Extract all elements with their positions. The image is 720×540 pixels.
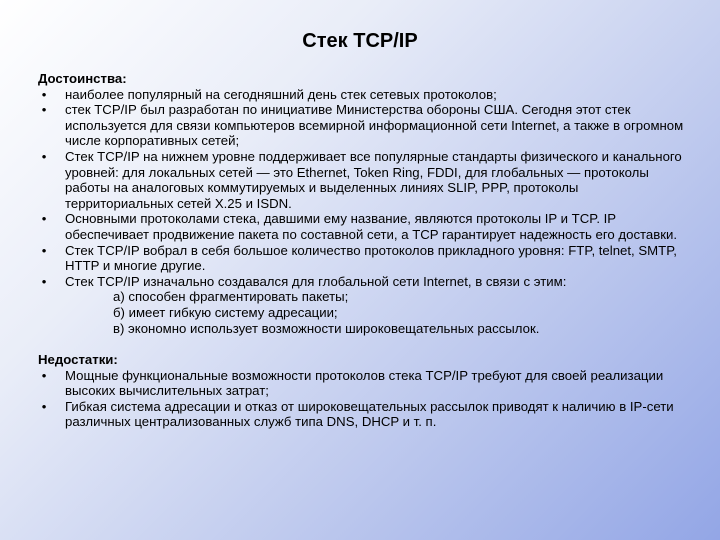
bullet-icon: • <box>41 367 47 383</box>
list-item-text: стек TCP/IP был разработан по инициативе Министерства обороны США. Сегодня этот стек используется для связи компьютеров всемирной информационной сети Internet, а также в огромном числе корпоративных сетей; <box>65 102 684 149</box>
list-item <box>38 368 688 399</box>
sub-item: в) экономно использует возможности широковещательных рассылок. <box>113 320 540 336</box>
bullet-icon: • <box>41 398 47 414</box>
list-item <box>38 149 688 211</box>
bullet-icon: • <box>41 211 47 227</box>
bullet-icon: • <box>41 86 47 102</box>
bullet-icon: • <box>41 102 47 118</box>
list-item-text: Стек TCP/IP на нижнем уровне поддерживает все популярные стандарты физического и канального уровней: для локальных сетей — это Ethernet, Token Ring, FDDI, для глобальных — протоколы работы на аналоговых коммутируемых и выделенных линиях SLIP, PPP, протоколы территориальных сетей X.25 и ISDN. <box>65 148 682 211</box>
list-item-text: Гибкая система адресации и отказ от широковещательных рассылок приводят к наличию в IP-сети различных централизованных служб типа DNS, DHCP и т. п. <box>65 398 674 430</box>
bullet-icon: • <box>41 273 47 289</box>
bullet-icon: • <box>41 148 47 164</box>
slide-title: Стек TCP/IP <box>302 30 418 52</box>
section-spacer <box>38 336 688 352</box>
disadvantages-heading: Недостатки: <box>38 352 118 368</box>
list-item <box>38 274 688 290</box>
disadvantages-list <box>38 368 688 430</box>
list-item <box>38 399 688 430</box>
list-item-text: Основными протоколами стека, давшими ему название, являются протоколы IP и TCP. IP обеспечивает продвижение пакета по составной сети, а TCP гарантирует надежность его доставки. <box>65 211 678 242</box>
list-item-text: наиболее популярный на сегодняшний день стек сетевых протоколов; <box>65 86 497 102</box>
list-item <box>38 102 688 149</box>
list-item-text: Мощные функциональные возможности протоколов стека TCP/IP требуют для своей реализации высоких вычислительных затрат; <box>65 367 664 399</box>
list-item-text: Стек TCP/IP изначально создавался для глобальной сети Internet, в связи с этим: <box>65 273 567 289</box>
list-item <box>38 211 688 242</box>
list-item-text: Стек TCP/IP вобрал в себя большое количество протоколов прикладного уровня: FTP, telnet, SMTP, HTTP и многие другие. <box>65 242 677 274</box>
sub-item: а) способен фрагментировать пакеты; <box>113 289 349 305</box>
bullet-icon: • <box>41 242 47 258</box>
list-item <box>38 243 688 274</box>
slide-content <box>38 71 688 430</box>
advantages-heading: Достоинства: <box>38 71 127 86</box>
sub-item: б) имеет гибкую систему адресации; <box>113 304 338 320</box>
list-item <box>38 87 688 103</box>
advantages-list <box>38 87 688 290</box>
